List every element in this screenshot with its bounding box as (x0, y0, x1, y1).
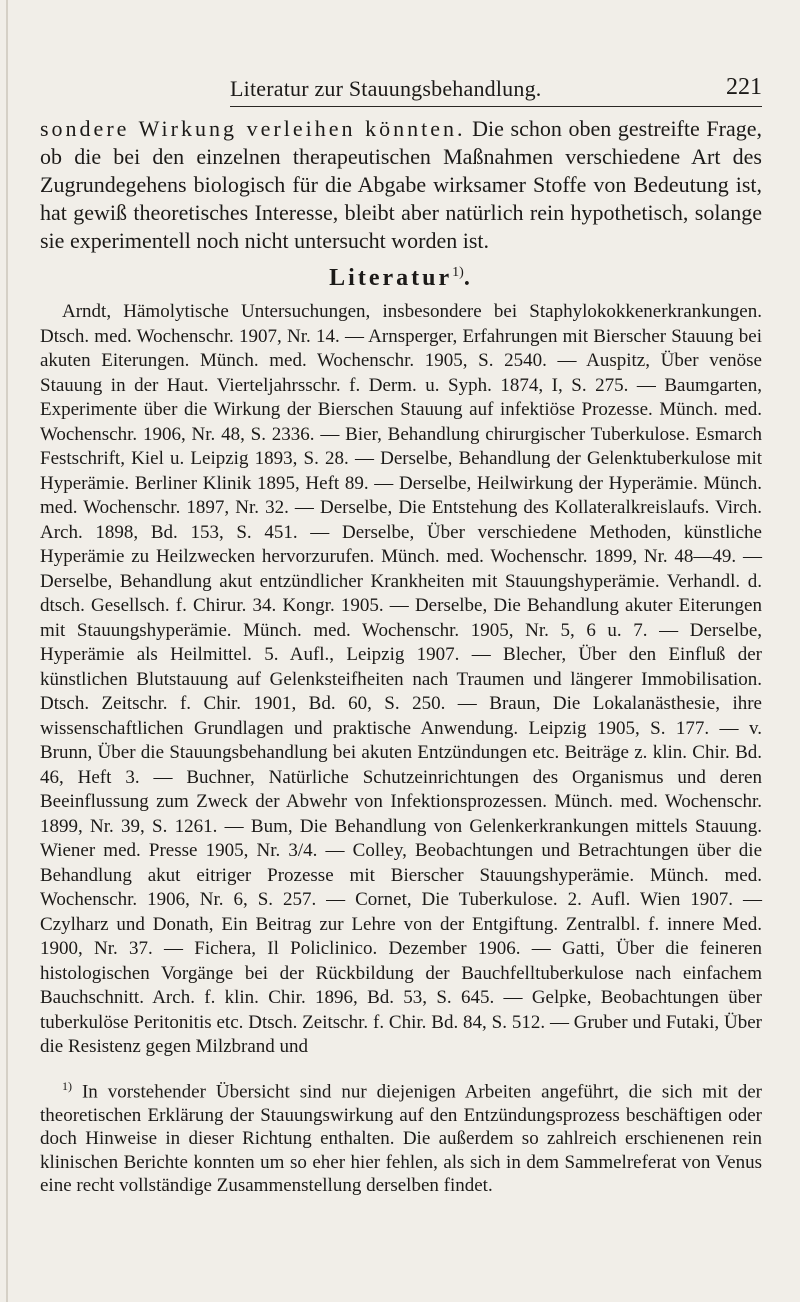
body-paragraph (40, 115, 762, 255)
paragraph-rest: Die schon oben gestreifte Frage, ob die bei den einzelnen therapeutischen Maßnahmen verschiedene Art des Zugrundegehens biologisch für die Abgabe wirksamer Stoffe von Bedeutung ist, hat gewiß theoretisches Interesse, bleibt aber natürlich rein hypothetisch, solange sie experimentell noch nicht untersucht worden ist. (40, 116, 762, 253)
page-number: 221 (726, 74, 762, 100)
footnote-marker: 1) (452, 265, 464, 280)
footnote (40, 1075, 762, 1198)
literature-list (40, 300, 762, 1060)
page-edge (6, 0, 8, 1302)
body-paragraph-text (40, 115, 762, 255)
literature-heading-text: Literatur (329, 265, 453, 291)
emphasized-phrase: sondere Wirkung verleihen könnten. (40, 116, 466, 141)
footnote-text (40, 1075, 762, 1198)
page-header (40, 70, 762, 104)
running-title: Literatur zur Stauungsbehandlung. (230, 76, 542, 101)
literature-heading: Literatur$^{1)}$. (329, 265, 473, 291)
footnote-body: In vorstehender Übersicht sind nur diejenigen Arbeiten angeführt, die sich mit der theoretischen Erklärung der Stauungswirkung auf den Entzündungsprozess beschäftigen oder doch Hinweise in dieser Richtung enthalten. Die außerdem so zahlreich erschienenen rein klinischen Berichte konnten um so eher hier fehlen, als sich in dem Sammelreferat von Venus eine recht vollständige Zusammenstellung derselben findet. (40, 1081, 762, 1197)
footnote-number: 1) (62, 1079, 72, 1093)
literature-text: Arndt, Hämolytische Untersuchungen, insbesondere bei Staphylokokkenerkrankungen. Dtsch. med. Wochenschr. 1907, Nr. 14. — Arnsperger, Erfahrungen mit Bierscher Stauung bei akuten Eiterungen. Münch. med. Wochenschr. 1905, S. 2540. — Auspitz, Über venöse Stauung in der Haut. Vierteljahrsschr. f. Derm. u. Syph. 1874, I, S. 275. — Baumgarten, Experimente über die Wirkung der Bierschen Stauung auf infektiöse Prozesse. Münch. med. Wochenschr. 1906, Nr. 48, S. 2336. — Bier, Behandlung chirurgischer Tuberkulose. Esmarch Festschrift, Kiel u. Leipzig 1893, S. 28. — Derselbe, Behandlung der Gelenktuberkulose mit Hyperämie. Berliner Klinik 1895, Heft 89. — Derselbe, Heilwirkung der Hyperämie. Münch. med. Wochenschr. 1897, Nr. 32. — Derselbe, Die Entstehung des Kollateralkreislaufs. Virch. Arch. 1898, Bd. 153, S. 451. — Derselbe, Über verschiedene Methoden, künstliche Hyperämie zu Heilzwecken hervorzurufen. Münch. med. Wochenschr. 1899, Nr. 48—49. — Derselbe, Behandlung akut entzündlicher Krankheiten mit Stauungshyperämie. Verhandl. d. dtsch. Gesellsch. f. Chirur. 34. Kongr. 1905. — Derselbe, Die Behandlung akuter Eiterungen mit Stauungshyperämie. Münch. med. Wochenschr. 1905, Nr. 5, 6 u. 7. — Derselbe, Hyperämie als Heilmittel. 5. Aufl., Leipzig 1907. — Blecher, Über den Einfluß der künstlichen Blutstauung auf Gelenksteifheiten nach Traumen und längerer Immobilisation. Dtsch. Zeitschr. f. Chir. 1901, Bd. 60, S. 250. — Braun, Die Lokalanästhesie, ihre wissenschaftlichen Grundlagen und praktische Anwendung. Leipzig 1905, S. 177. — v. Brunn, Über die Stauungsbehandlung bei akuten Entzündungen etc. Beiträge z. klin. Chir. Bd. 46, Heft 3. — Buchner, Natürliche Schutzeinrichtungen des Organismus und deren Beeinflussung zum Zweck der Abwehr von Infektionsprozessen. Münch. med. Wochenschr. 1899, Nr. 39, S. 1261. — Bum, Die Behandlung von Gelenkerkrankungen mittels Stauung. Wiener med. Presse 1905, Nr. 3/4. — Colley, Beobachtungen und Betrachtungen über die Behandlung akut eitriger Prozesse mit Bierscher Stauungshyperämie. Münch. med. Wochenschr. 1906, Nr. 6, S. 257. — Cornet, Die Tuberkulose. 2. Aufl. Wien 1907. — Czylharz und Donath, Ein Beitrag zur Lehre von der Entgiftung. Zentralbl. f. innere Med. 1900, Nr. 37. — Fichera, Il Policlinico. Dezember 1906. — Gatti, Über die feineren histologischen Vorgänge bei der Rückbildung der Bauchfelltuberkulose nach einfachem Bauchschnitt. Arch. f. klin. Chir. 1896, Bd. 53, S. 645. — Gelpke, Beobachtungen über tuberkulöse Peritonitis etc. Dtsch. Zeitschr. f. Chir. Bd. 84, S. 512. — Gruber und Futaki, Über die Resistenz gegen Milzbrand und (40, 301, 762, 1057)
header-rule (230, 106, 762, 107)
